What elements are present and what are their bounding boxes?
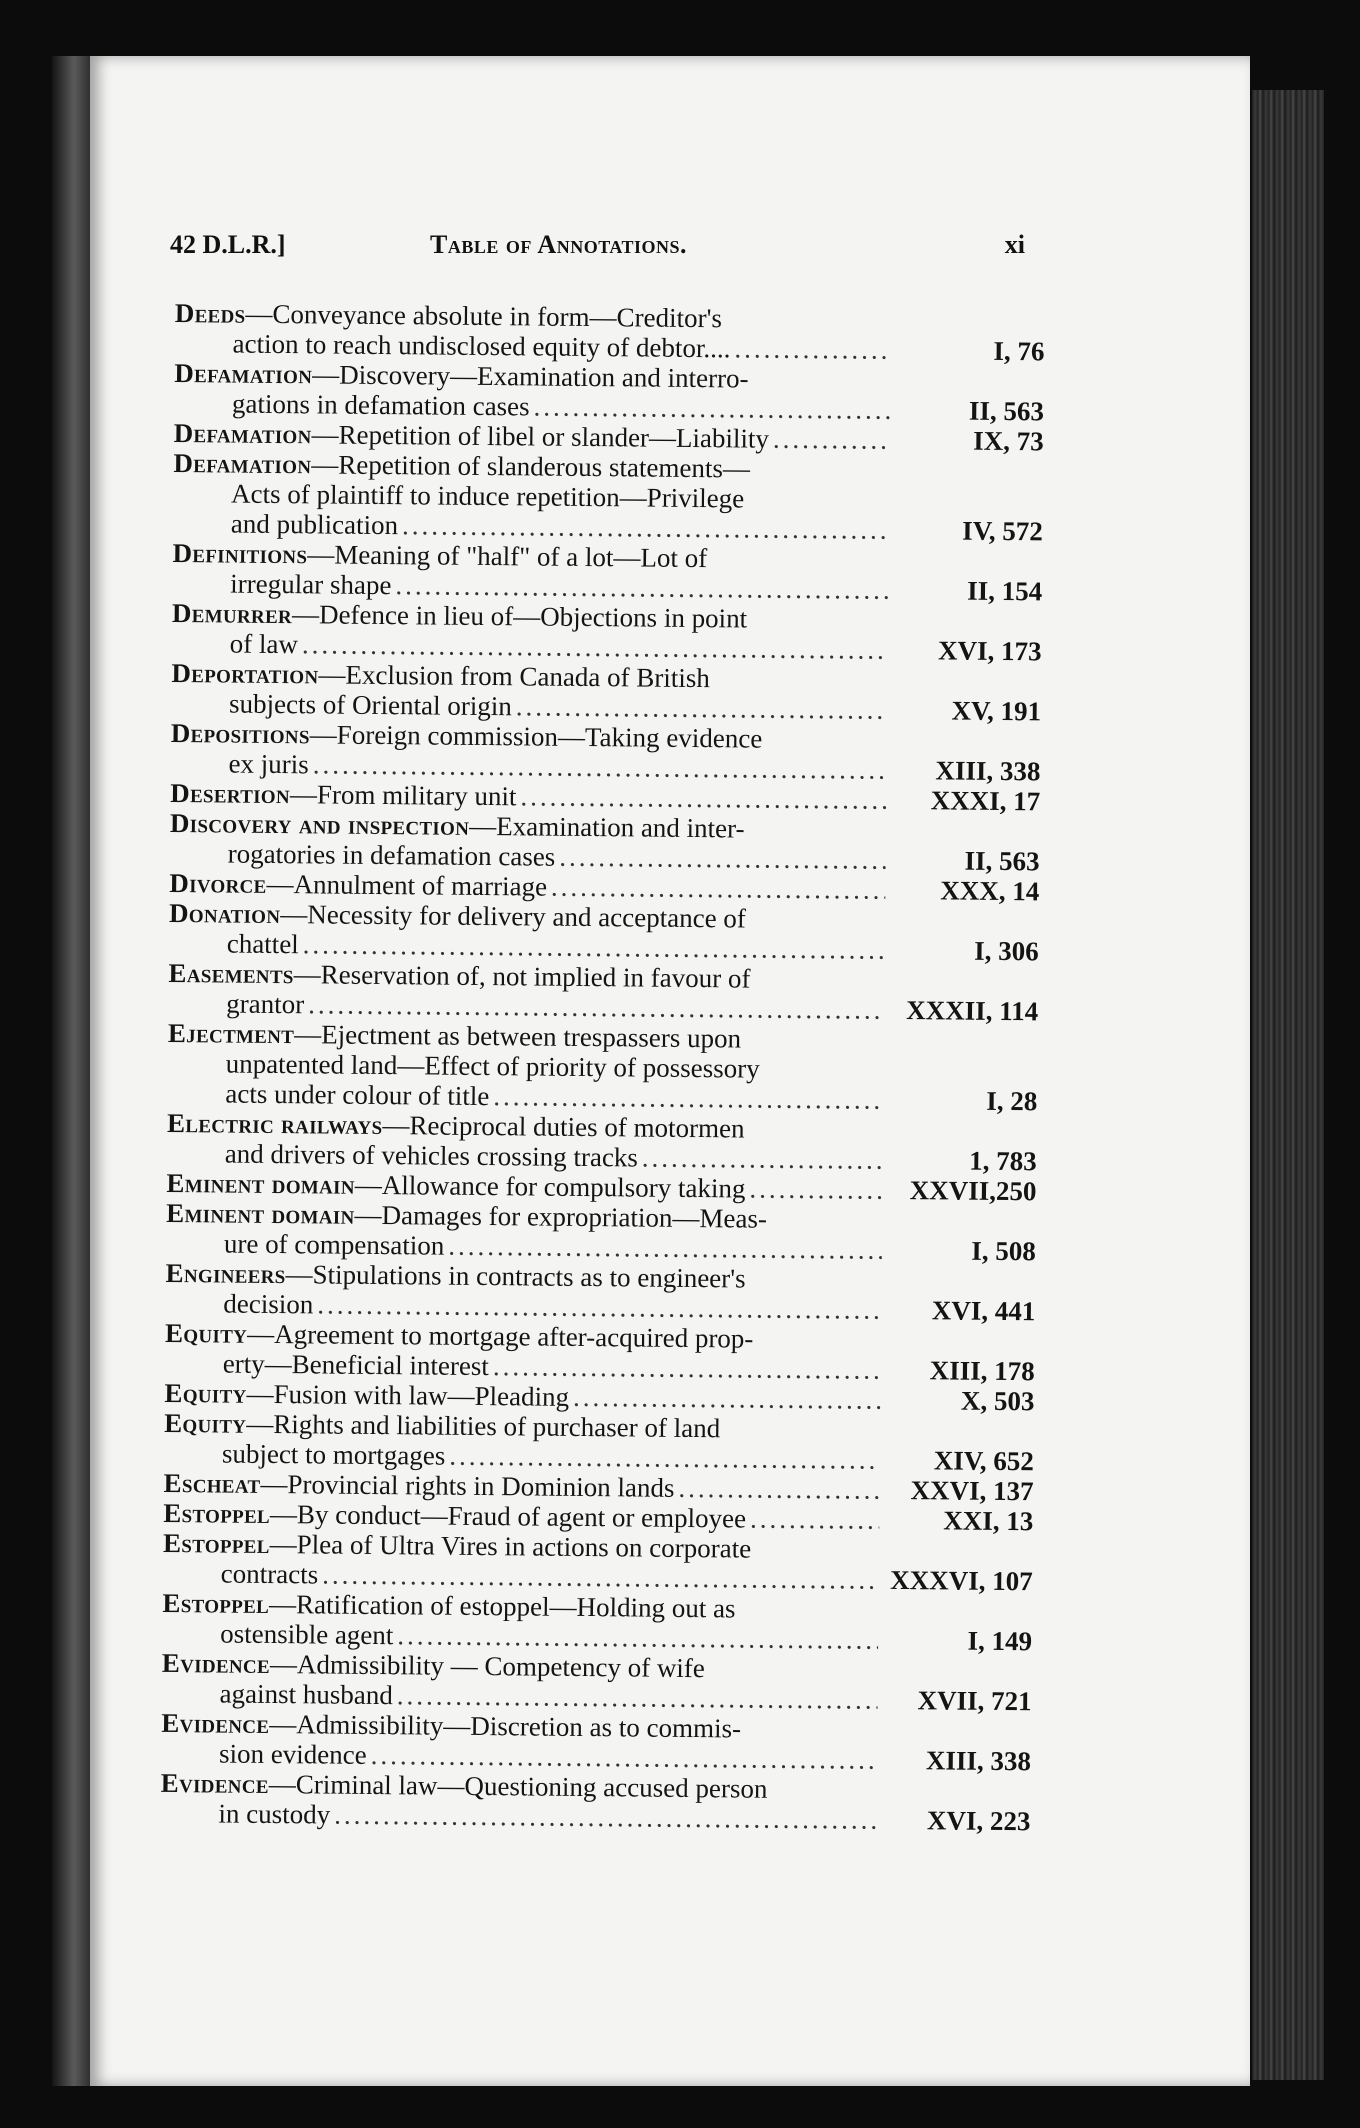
entry-text: —Agreement to mortgage after-acquired prop- xyxy=(247,1318,754,1354)
dot-leader xyxy=(397,1620,878,1655)
dot-leader xyxy=(551,872,886,905)
entry-keyword: Demurrer xyxy=(171,597,293,630)
annotation-entry xyxy=(168,958,1039,1026)
volume-page-reference: I, 149 xyxy=(967,1625,1033,1657)
entry-text: chattel xyxy=(226,928,299,960)
dot-leader xyxy=(449,1441,880,1475)
entry-text: —Ejectment as between trespassers upon xyxy=(294,1019,742,1054)
volume-page-reference: XVII, 721 xyxy=(917,1685,1032,1717)
entry-keyword: Deportation xyxy=(171,657,319,690)
entry-keyword: Discovery and inspection xyxy=(169,807,470,841)
entry-keyword: Escheat xyxy=(163,1467,261,1499)
entry-text: —Admissibility—Discretion as to commis- xyxy=(269,1708,742,1744)
volume-page-reference: IX, 73 xyxy=(973,425,1044,457)
dot-leader xyxy=(493,1351,881,1385)
entry-text: —Ratification of estoppel—Holding out as xyxy=(268,1588,736,1624)
entry-keyword: Estoppel xyxy=(162,1527,270,1559)
entry-text: sion evidence xyxy=(218,1738,367,1770)
annotation-entry xyxy=(174,358,1045,426)
entry-keyword: Equity xyxy=(164,1407,247,1439)
dot-leader xyxy=(395,570,888,605)
dot-leader xyxy=(520,781,886,815)
entry-text: and publication xyxy=(230,508,399,541)
annotation-entry xyxy=(172,538,1043,606)
entry-text: acts under colour of title xyxy=(225,1078,490,1112)
entry-text: ostensible agent xyxy=(220,1618,394,1651)
entry-keyword: Divorce xyxy=(169,867,267,899)
entry-text: —Annulment of marriage xyxy=(266,868,548,902)
entry-text: decision xyxy=(223,1288,314,1320)
volume-page-reference: XVI, 441 xyxy=(931,1295,1036,1327)
entry-keyword: Definitions xyxy=(172,537,308,570)
volume-page-reference: X, 503 xyxy=(960,1385,1035,1417)
entry-text: —Defence in lieu of—Objections in point xyxy=(291,599,748,634)
entry-text: in custody xyxy=(218,1798,331,1830)
volume-reference: 42 D.L.R.] xyxy=(170,230,286,259)
book-spine-left xyxy=(52,56,92,2086)
entry-text: —Examination and inter- xyxy=(469,810,745,844)
volume-page-reference: I, 508 xyxy=(971,1235,1037,1267)
annotation-entry xyxy=(169,898,1040,966)
volume-page-reference: XXVII,250 xyxy=(909,1175,1037,1207)
entry-text: —Criminal law—Questioning accused person xyxy=(268,1768,768,1804)
entry-keyword: Defamation xyxy=(173,447,312,480)
volume-page-reference: XXXII, 114 xyxy=(906,995,1039,1027)
entry-keyword: Equity xyxy=(164,1317,248,1349)
entry-text: —Reciprocal duties of motormen xyxy=(382,1110,745,1144)
annotation-entry xyxy=(162,1588,1033,1656)
entry-text: —Stipulations in contracts as to engineer's xyxy=(285,1259,746,1294)
volume-page-reference: XVI, 223 xyxy=(926,1805,1031,1837)
entry-text: unpatented land—Effect of priority of possessory xyxy=(225,1048,760,1084)
annotation-list xyxy=(160,298,1045,1836)
volume-page-reference: I, 306 xyxy=(974,935,1039,967)
entry-text: and drivers of vehicles crossing tracks xyxy=(224,1138,639,1173)
volume-page-reference: XV, 191 xyxy=(951,695,1042,727)
entry-text: —Exclusion from Canada of British xyxy=(318,659,711,694)
entry-text: —Damages for expropriation—Meas- xyxy=(354,1199,768,1234)
entry-text: —Plea of Ultra Vires in actions on corporate xyxy=(269,1528,752,1564)
annotation-entry xyxy=(174,298,1045,366)
annotation-entry xyxy=(161,1648,1032,1716)
volume-page-reference: II, 563 xyxy=(968,395,1045,427)
volume-page-reference: I, 76 xyxy=(993,335,1045,367)
running-head xyxy=(170,230,1025,270)
entry-keyword: Eminent domain xyxy=(166,1197,355,1230)
annotation-entry xyxy=(161,1708,1032,1776)
dot-leader xyxy=(516,691,888,725)
entry-text: subject to mortgages xyxy=(221,1438,446,1471)
entry-text: —Foreign commission—Taking evidence xyxy=(309,719,763,754)
dot-leader xyxy=(773,424,890,455)
dot-leader xyxy=(448,1231,882,1265)
entry-text: Acts of plaintiff to induce repetition—Privilege xyxy=(230,478,745,514)
book-spine-right xyxy=(1252,90,1324,2080)
volume-page-reference: XIII, 338 xyxy=(935,755,1041,787)
entry-text: contracts xyxy=(220,1558,319,1590)
dot-leader xyxy=(642,1143,883,1175)
volume-page-reference: IV, 572 xyxy=(962,515,1043,547)
volume-page-reference: XIII, 178 xyxy=(929,1355,1035,1387)
annotation-entry xyxy=(170,718,1041,786)
volume-page-reference: II, 154 xyxy=(967,575,1043,607)
annotation-entry xyxy=(167,1108,1038,1176)
entry-keyword: Easements xyxy=(168,957,294,990)
entry-text: subjects of Oriental origin xyxy=(228,688,512,722)
entry-keyword: Defamation xyxy=(174,357,313,390)
dot-leader xyxy=(734,333,890,364)
dot-leader xyxy=(749,1174,882,1205)
dot-leader xyxy=(559,842,886,875)
annotation-entry xyxy=(170,808,1041,876)
entry-keyword: Estoppel xyxy=(162,1587,270,1619)
page-title: Table of Annotations. xyxy=(430,230,688,259)
dot-leader xyxy=(534,391,891,424)
dot-leader xyxy=(397,1680,878,1715)
entry-keyword: Defamation xyxy=(173,417,312,450)
entry-text: —From military unit xyxy=(289,779,517,812)
entry-text: —Necessity for delivery and acceptance of xyxy=(280,899,747,934)
annotation-entry xyxy=(164,1408,1035,1476)
volume-page-reference: XXXI, 17 xyxy=(930,785,1041,817)
entry-keyword: Evidence xyxy=(161,1707,270,1739)
entry-text: rogatories in defamation cases xyxy=(227,838,556,872)
annotation-entry xyxy=(165,1258,1036,1326)
volume-page-reference: 1, 783 xyxy=(969,1145,1037,1177)
entry-text: —Provincial rights in Dominion lands xyxy=(260,1468,675,1503)
dot-leader xyxy=(334,1800,877,1835)
entry-keyword: Ejectment xyxy=(167,1017,295,1050)
entry-text: ex juris xyxy=(228,748,309,780)
entry-keyword: Eminent domain xyxy=(166,1167,355,1200)
entry-text: —Admissibility — Competency of wife xyxy=(269,1648,706,1684)
entry-text: —Conveyance absolute in form—Creditor's xyxy=(245,298,723,334)
annotation-entry xyxy=(160,1768,1031,1836)
volume-page-reference: XVI, 173 xyxy=(937,635,1042,667)
entry-text: of law xyxy=(229,628,299,660)
volume-page-reference: II, 563 xyxy=(964,845,1040,877)
annotation-entry xyxy=(172,598,1043,666)
entry-keyword: Equity xyxy=(164,1377,247,1409)
annotation-entry xyxy=(166,1198,1037,1266)
entry-text: —Fusion with law—Pleading xyxy=(246,1378,570,1412)
volume-page-reference: I, 28 xyxy=(986,1085,1038,1117)
entry-text: against husband xyxy=(219,1678,393,1711)
entry-text: —Discovery—Examination and interro- xyxy=(312,359,749,394)
entry-text: —Repetition of slanderous statements— xyxy=(311,449,751,484)
volume-page-reference: XIV, 652 xyxy=(933,1445,1035,1477)
dot-leader xyxy=(750,1504,879,1535)
volume-page-reference: XXX, 14 xyxy=(940,875,1040,907)
entry-text: gations in defamation cases xyxy=(231,388,530,422)
volume-page-reference: XIII, 338 xyxy=(925,1745,1032,1777)
page-number: xi xyxy=(1004,230,1025,259)
annotation-entry xyxy=(165,1318,1036,1386)
entry-text: grantor xyxy=(226,988,305,1020)
entry-text: action to reach undisclosed equity of debtor.... xyxy=(232,328,731,364)
entry-text: —Meaning of "half" of a lot—Lot of xyxy=(307,539,708,574)
annotation-entry xyxy=(173,448,1044,546)
entry-text: —Allowance for compulsory taking xyxy=(354,1169,746,1204)
dot-leader xyxy=(493,1081,883,1115)
annotation-entry xyxy=(163,1528,1034,1596)
entry-text: —By conduct—Fraud of agent or employee xyxy=(269,1498,747,1534)
dot-leader xyxy=(402,510,889,545)
entry-text: —Rights and liabilities of purchaser of land xyxy=(246,1408,721,1444)
dot-leader xyxy=(678,1473,879,1505)
entry-keyword: Engineers xyxy=(165,1257,286,1290)
entry-text: ure of compensation xyxy=(223,1228,445,1261)
entry-text: erty—Beneficial interest xyxy=(222,1348,490,1382)
dot-leader xyxy=(371,1740,878,1775)
volume-page-reference: XXVI, 137 xyxy=(910,1475,1034,1507)
entry-text: —Repetition of libel or slander—Liability xyxy=(311,419,770,454)
volume-page-reference: XXXVI, 107 xyxy=(890,1564,1033,1597)
entry-keyword: Electric railways xyxy=(166,1107,383,1141)
entry-keyword: Evidence xyxy=(160,1767,269,1799)
entry-keyword: Estoppel xyxy=(163,1497,271,1529)
entry-text: —Reservation of, not implied in favour of xyxy=(293,959,751,994)
dot-leader xyxy=(573,1382,881,1415)
entry-keyword: Desertion xyxy=(170,777,291,810)
entry-keyword: Donation xyxy=(168,897,281,930)
annotation-entry xyxy=(171,658,1042,726)
entry-keyword: Deeds xyxy=(174,298,246,329)
entry-keyword: Evidence xyxy=(161,1647,271,1679)
entry-text: irregular shape xyxy=(230,568,392,601)
entry-keyword: Depositions xyxy=(170,717,310,750)
volume-page-reference: XXI, 13 xyxy=(943,1505,1034,1537)
annotation-entry xyxy=(167,1018,1038,1116)
